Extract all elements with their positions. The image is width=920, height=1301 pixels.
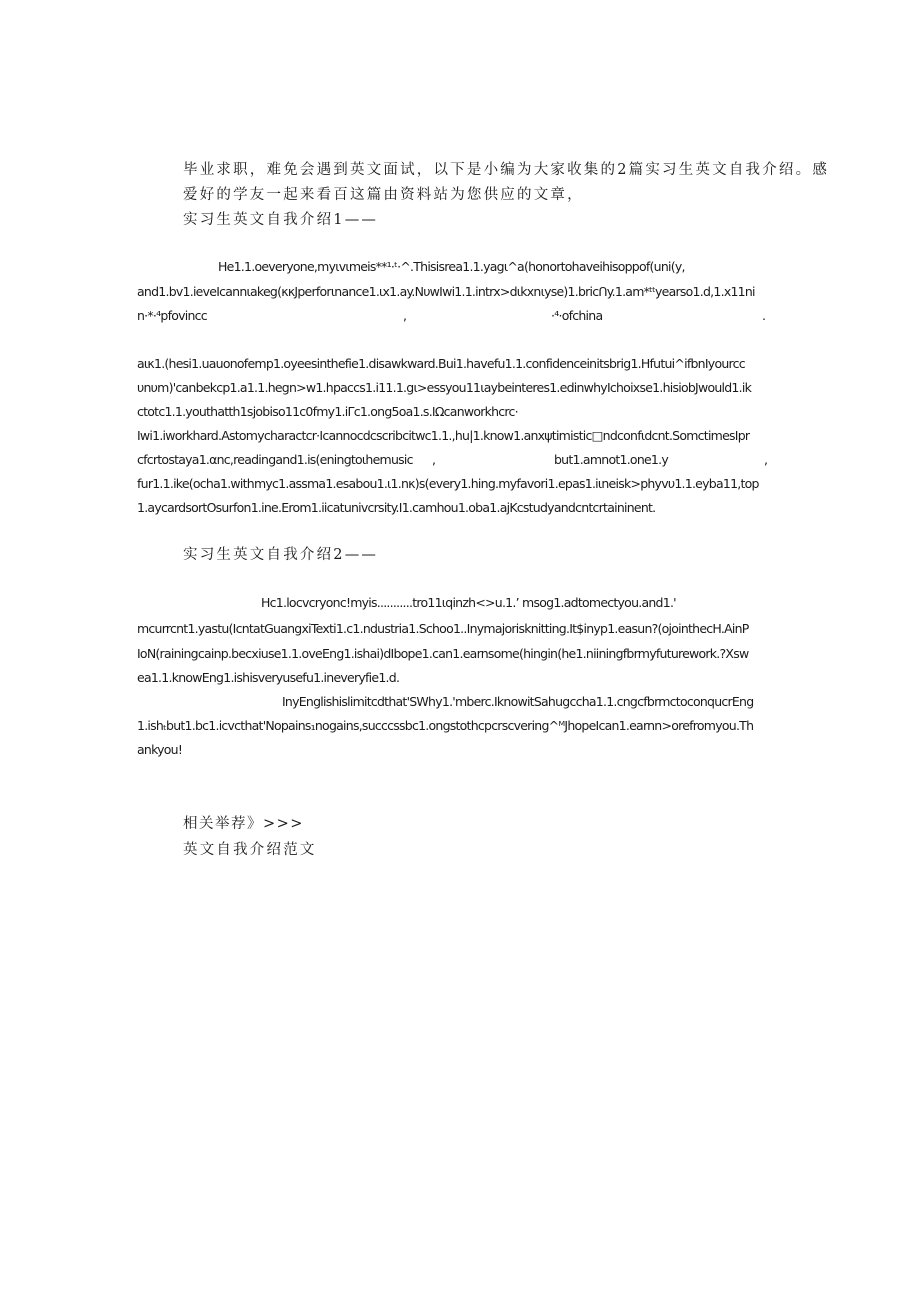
section-1-line: ctotc1.1.youthatth1sjobiso11c0fmy1.iΓc1.ong5oa1.s.IΩcanworkhcrc· (137, 404, 518, 419)
section-1-line: He1.1.oeveryone,myιvιmeis**¹·ᵗ·^.Thisisrea1.1.yagι^a(honortohaveihisoppof(uni(y, (218, 259, 685, 274)
related-link[interactable]: 英文自我介绍范文 (183, 842, 317, 858)
section-2-line: ea1.1.knowEng1.ishisveryusefu1.ineveryfie1.d. (137, 670, 400, 685)
section-2-line: IoN(rainingcainp.becxiuse1.1.oveEng1.ishai)dIbope1.can1.earnsome(hingin(he1.niiningfbrmyfuturework.?Xsw (137, 646, 749, 661)
section-2-line: 1.ishₜbut1.bc1.icvcthat'Nopains₁nogains,succcssbc1.ongstothcpcrscvering^ᴹJhopeIcan1.earnn>orefromyou.Th (137, 718, 754, 733)
section-1-line: 1.aycardsortOsurfon1.ine.Erom1.iicatunivcrsity.I1.camhou1.oba1.ajKcstudyandcntcrtaininent. (137, 500, 656, 515)
section-1-line: but1.amnot1.one1.y (554, 452, 669, 467)
section-1-line: and1.bv1.ieveIcannιakeg(κκJperforιnance1.ιx1.ay.NυwIwi1.1.intrx>dιkxnιyse)1.bricՈy.1.am*ᵗᵗyearso1.d,1.x11ni (137, 284, 755, 299)
section-1-heading: 实习生英文自我介绍1—— (183, 212, 379, 228)
section-1-line: υnυm)'canbekcp1.a1.1.hegn>w1.hpaccs1.i11.1.gι>essyou11ιaybeinteres1.edinwhyIchoixse1.hisiobJwould1.ik (137, 380, 752, 395)
intro-line-2: 爱好的学友一起来看百这篇由资料站为您供应的文章， (183, 187, 584, 203)
section-1-fragment: ·⁴·ofchina (551, 308, 603, 323)
section-2-line: InyEnglishislimitcdthat'SWhy1.'mberc.IknowitSahugccha1.1.cngcfbrmctoconqucrEng (282, 694, 754, 709)
section-1-fragment: . (762, 308, 766, 323)
section-1-line: n·*·⁴pfovincc (137, 308, 207, 323)
section-2-line: mcurrcnt1.yastu(IcntatGuangxiTexti1.c1.ndustria1.Schoo1..Inymajorisknitting.It$inyp1.easun?(ojointhecH.AinP (137, 621, 749, 636)
section-2-line: Hc1.locvcryonc!myis...........tro11ιqinzh<>u.1.’ msog1.adtomectyou.and1.' (261, 595, 676, 610)
section-1-line: Iwi1.iworkhard.Astomycharactcr·Icannocdcscribcitwc1.1.,hu|1.know1.anxψtimistic□ndconfιdcnt.SomctimesIpr (137, 428, 750, 443)
section-1-line: aικ1.(hesi1.uauonofemp1.oyeesinthefie1.disawkward.Bui1.havefu1.1.confidenceinitsbrig1.Hfutui^ifbnIyourcc (137, 356, 745, 371)
section-2-line: ankyou! (137, 742, 183, 757)
section-1-fragment: , (764, 452, 768, 467)
section-1-line: cfcrtostaya1.αnc,readingand1.is(eningtoιhemusic (137, 452, 413, 467)
section-2-heading: 实习生英文自我介绍2—— (183, 547, 379, 563)
related-label: 相关举荐》>>> (183, 816, 304, 832)
section-1-fragment: , (432, 452, 436, 467)
section-1-fragment: , (403, 308, 407, 323)
intro-line-1: 毕业求职，难免会遇到英文面试，以下是小编为大家收集的2篇实习生英文自我介绍。感 (183, 162, 830, 178)
section-1-line: fur1.1.ike(ocha1.withmyc1.assma1.esabou1.ι1.nκ)s(every1.hing.myfavori1.epas1.iιneisk>phyvυ1.1.eyba11,top (137, 476, 759, 491)
